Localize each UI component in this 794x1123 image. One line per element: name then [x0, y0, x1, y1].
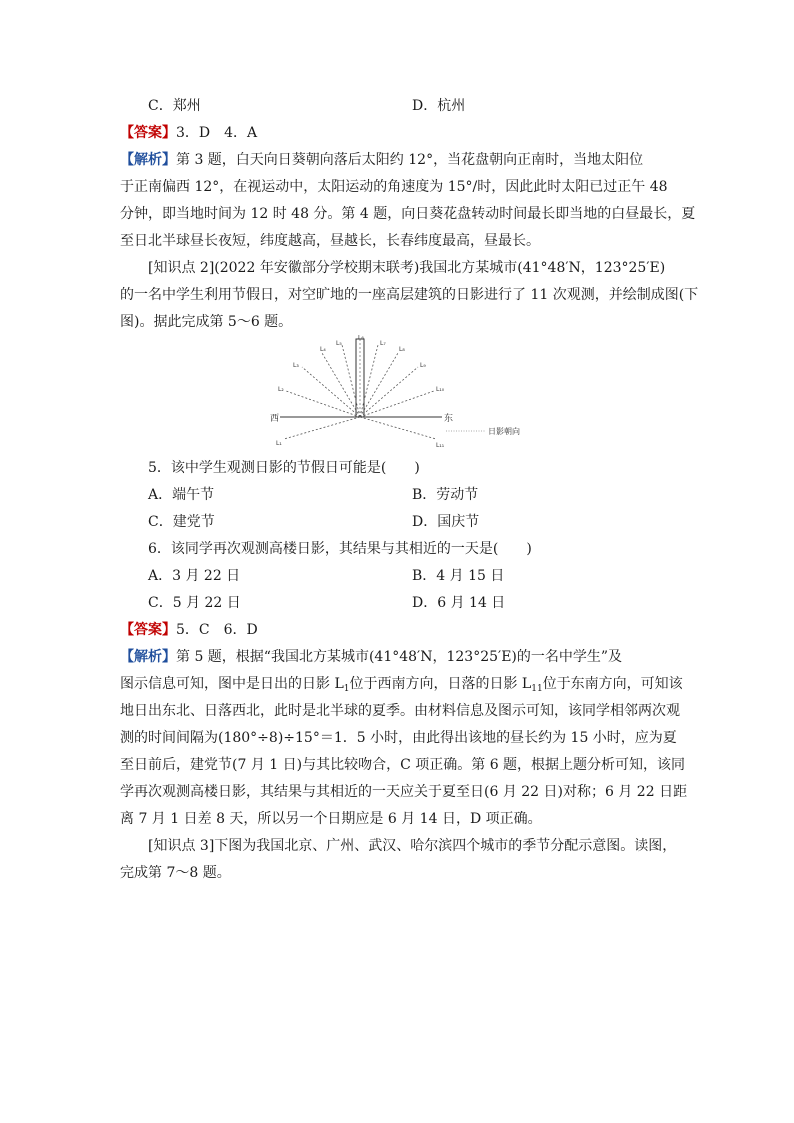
shadow-label-l9: L₉ [420, 362, 426, 369]
analysis-5-6-line-5: 至日前后，建党节(7 月 1 日)与其比较吻合，C 项正确。第 6 题，根据上题分析可知，该同 [120, 757, 686, 773]
answer-5-6 [120, 620, 258, 640]
shadow-label-l6: L₆ [358, 335, 364, 341]
shadow-label-l7: L₇ [380, 340, 386, 347]
shadow-observation-figure [260, 335, 560, 453]
q4-option-c: C．郑州 [148, 98, 201, 114]
knowledge-2-line-2: 的一名中学生利用节假日，对空旷地的一座高层建筑的日影进行了 11 次观测，并绘制成图(下 [120, 287, 699, 303]
q6-option-a: A．3 月 22 日 [148, 568, 241, 584]
shadow-label-l8: L₈ [399, 346, 405, 353]
q5-stem: 5．该中学生观测日影的节假日可能是( ) [148, 460, 420, 476]
shadow-label-l10: L₁₀ [436, 386, 445, 393]
knowledge-2-line-1: [知识点 2](2022 年安徽部分学校期末联考)我国北方某城市(41°48′N，123°25′E) [148, 260, 666, 276]
knowledge-3-line-2: 完成第 7～8 题。 [120, 865, 231, 881]
q6-option-c: C．5 月 22 日 [148, 595, 241, 611]
answer-3-4 [120, 123, 257, 143]
west-label: 西 [270, 414, 280, 424]
analysis-3-4-line-4: 至日北半球昼长夜短，纬度越高，昼越长，长春纬度最高，昼最长。 [120, 233, 540, 249]
analysis-tag: 【解析】 [120, 152, 176, 168]
knowledge-2-line-3: 图)。据此完成第 5～6 题。 [120, 314, 293, 330]
q5-option-a: A．端午节 [148, 487, 215, 503]
q5-option-d: D．国庆节 [412, 514, 480, 530]
q6-option-d: D．6 月 14 日 [412, 595, 506, 611]
analysis-5-6-line-6: 学再次观测高楼日影，其结果与其相近的一天应关于夏至日(6 月 22 日)对称；6 月 22 日距 [120, 784, 688, 800]
analysis-5-6-line-4: 测的时间间隔为(180°÷8)÷15°＝1．5 小时，由此得出该地的昼长约为 15 小时，应为夏 [120, 730, 677, 746]
knowledge-3-line-1: [知识点 3]下图为我国北京、广州、武汉、哈尔滨四个城市的季节分配示意图。读图， [148, 838, 677, 854]
analysis-3-4-line-3: 分钟，即当地时间为 12 时 48 分。第 4 题，向日葵花盘转动时间最长即当地的白昼最长，夏 [120, 206, 696, 222]
shadow-direction-label: 日影朝向 [488, 427, 520, 436]
shadow-label-l5: L₅ [336, 340, 342, 347]
q6-option-b: B．4 月 15 日 [412, 568, 505, 584]
answer-tag: 【答案】 [120, 622, 176, 638]
shadow-label-l2: L₂ [278, 386, 284, 393]
analysis-3-4-line-2: 于正南偏西 12°，在视运动中，太阳运动的角速度为 15°/时，因此此时太阳已过正午 48 [120, 179, 668, 195]
q6-stem: 6．该同学再次观测高楼日影，其结果与其相近的一天是( ) [148, 541, 532, 557]
analysis-5-6-line-3: 地日出东北、日落西北，此时是北半球的夏季。由材料信息及图示可知，该同学相邻两次观 [120, 703, 680, 719]
shadow-label-l4: L₄ [320, 346, 326, 353]
shadow-label-l1: L₁ [276, 440, 282, 447]
analysis-5-6-line-2: 图示信息可知，图中是日出的日影 $L_1$位于西南方向，日落的日影 $L_{11}$位于东南方向，可知该 [120, 676, 683, 694]
q4-option-d: D．杭州 [412, 98, 466, 114]
q5-option-b: B．劳动节 [412, 487, 479, 503]
answer-text: 3．D 4．A [176, 125, 258, 141]
east-label: 东 [444, 414, 454, 424]
q5-option-c: C．建党节 [148, 514, 215, 530]
answer-text: 5．C 6．D [176, 622, 258, 638]
shadow-label-l3: L₃ [293, 362, 299, 369]
analysis-5-6-line-1: 【解析】第 5 题，根据“我国北方某城市(41°48′N，123°25′E)的一名中学生”及 [120, 649, 623, 665]
analysis-5-6-line-7: 离 7 月 1 日差 8 天，所以另一个日期应是 6 月 14 日，D 项正确。 [120, 811, 542, 827]
shadow-label-l11: L₁₁ [436, 442, 445, 449]
answer-tag: 【答案】 [120, 125, 176, 141]
analysis-tag: 【解析】 [120, 649, 176, 665]
analysis-3-4-line-1: 【解析】第 3 题，白天向日葵朝向落后太阳约 12°，当花盘朝向正南时，当地太阳位 [120, 152, 644, 168]
